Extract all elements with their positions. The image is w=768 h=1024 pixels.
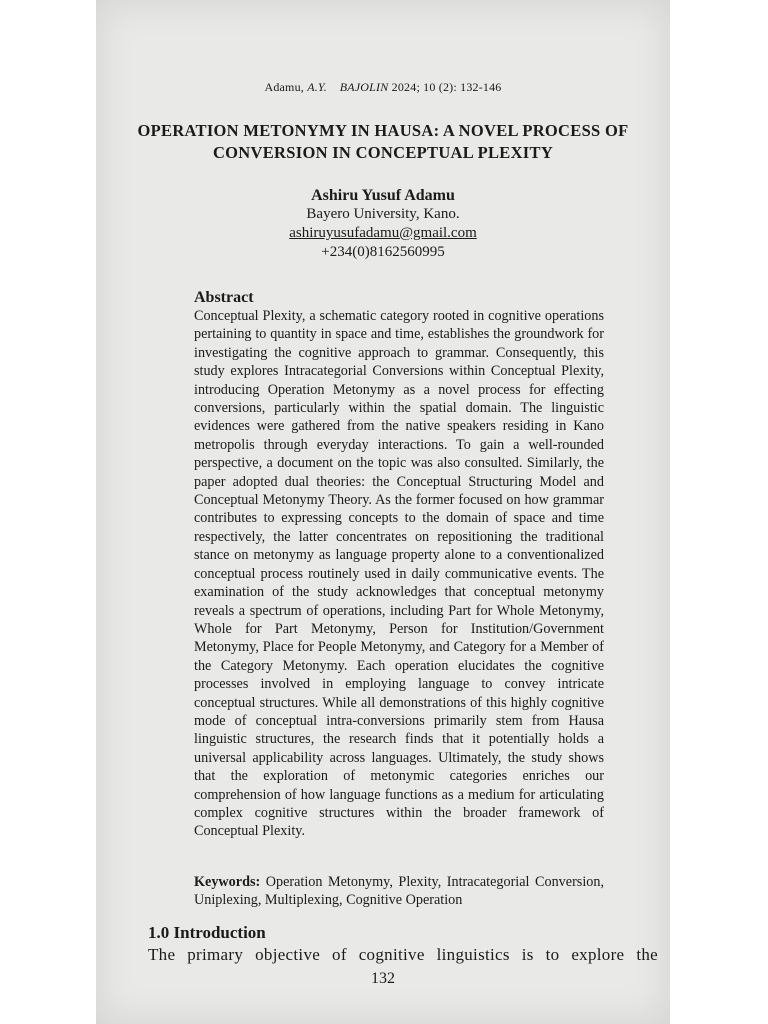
keywords-text: Operation Metonymy, Plexity, Intracategorial Conversion, Uniplexing, Multiplexing, Cognitive Operation [194,874,604,909]
author-phone: +234(0)8162560995 [321,244,445,260]
running-head-initials: A.Y. [307,80,327,94]
author-block [96,186,670,262]
keywords [194,873,604,910]
author-email: ashiruyusufadamu@gmail.com [289,225,477,241]
right-margin [670,0,768,1024]
introduction-heading: 1.0 Introduction [148,923,266,942]
running-head [96,80,670,95]
author-affiliation: Bayero University, Kano. [306,206,460,222]
keywords-label: Keywords: [194,874,261,890]
running-head-journal: BAJOLIN [339,80,389,94]
paper-title: OPERATION METONYMY IN HAUSA: A NOVEL PROCESS OF CONVERSION IN CONCEPTUAL PLEXITY [137,121,629,162]
paper-page [96,0,670,1024]
running-head-citation: 2024; 10 (2): 132-146 [388,80,502,94]
page-number: 132 [371,970,395,987]
running-head-author: Adamu, [264,80,308,94]
introduction-first-line: The primary objective of cognitive linguistics is to explore the [148,945,658,964]
left-margin [0,0,96,1024]
abstract-body: Conceptual Plexity, a schematic category rooted in cognitive operations pertaining to quantity in space and time, establishes the groundwork for investigating the cognitive approach to grammar. Consequently, this study explores Intracategorial Conversions within Conceptual Plexity, introducing Operation Metonymy as a novel process for effecting conversions, particularly within the spatial domain. The linguistic evidences were gathered from the native speakers residing in Kano metropolis through everyday interactions. To gain a well-rounded perspective, a document on the topic was also consulted. Similarly, the paper adopted dual theories: the Conceptual Structuring Model and Conceptual Metonymy Theory. As the former focused on how grammar contributes to expressing concepts to the domain of space and time respectively, the latter concentrates on repositioning the traditional stance on metonymy as language property alone to a conventionalized conceptual process routinely used in daily communicative events. The examination of the study acknowledges that conceptual metonymy reveals a spectrum of operations, including Part for Whole Metonymy, Whole for Part Metonymy, Person for Institution/Government Metonymy, Place for People Metonymy, and Category for a Member of the Category Metonymy. Each operation elucidates the cognitive processes involved in employing language to convey intricate conceptual structures. While all demonstrations of this highly cognitive mode of conceptual intra-conversions primarily stem from Hausa linguistic structures, the research finds that it potentially holds a universal applicability across languages. Ultimately, the study shows that the exploration of metonymic categories enriches our comprehension of how language functions as a medium for articulating complex cognitive structures within the broader framework of Conceptual Plexity. [194,308,604,840]
abstract-heading: Abstract [194,289,254,306]
author-name: Ashiru Yusuf Adamu [311,187,455,204]
